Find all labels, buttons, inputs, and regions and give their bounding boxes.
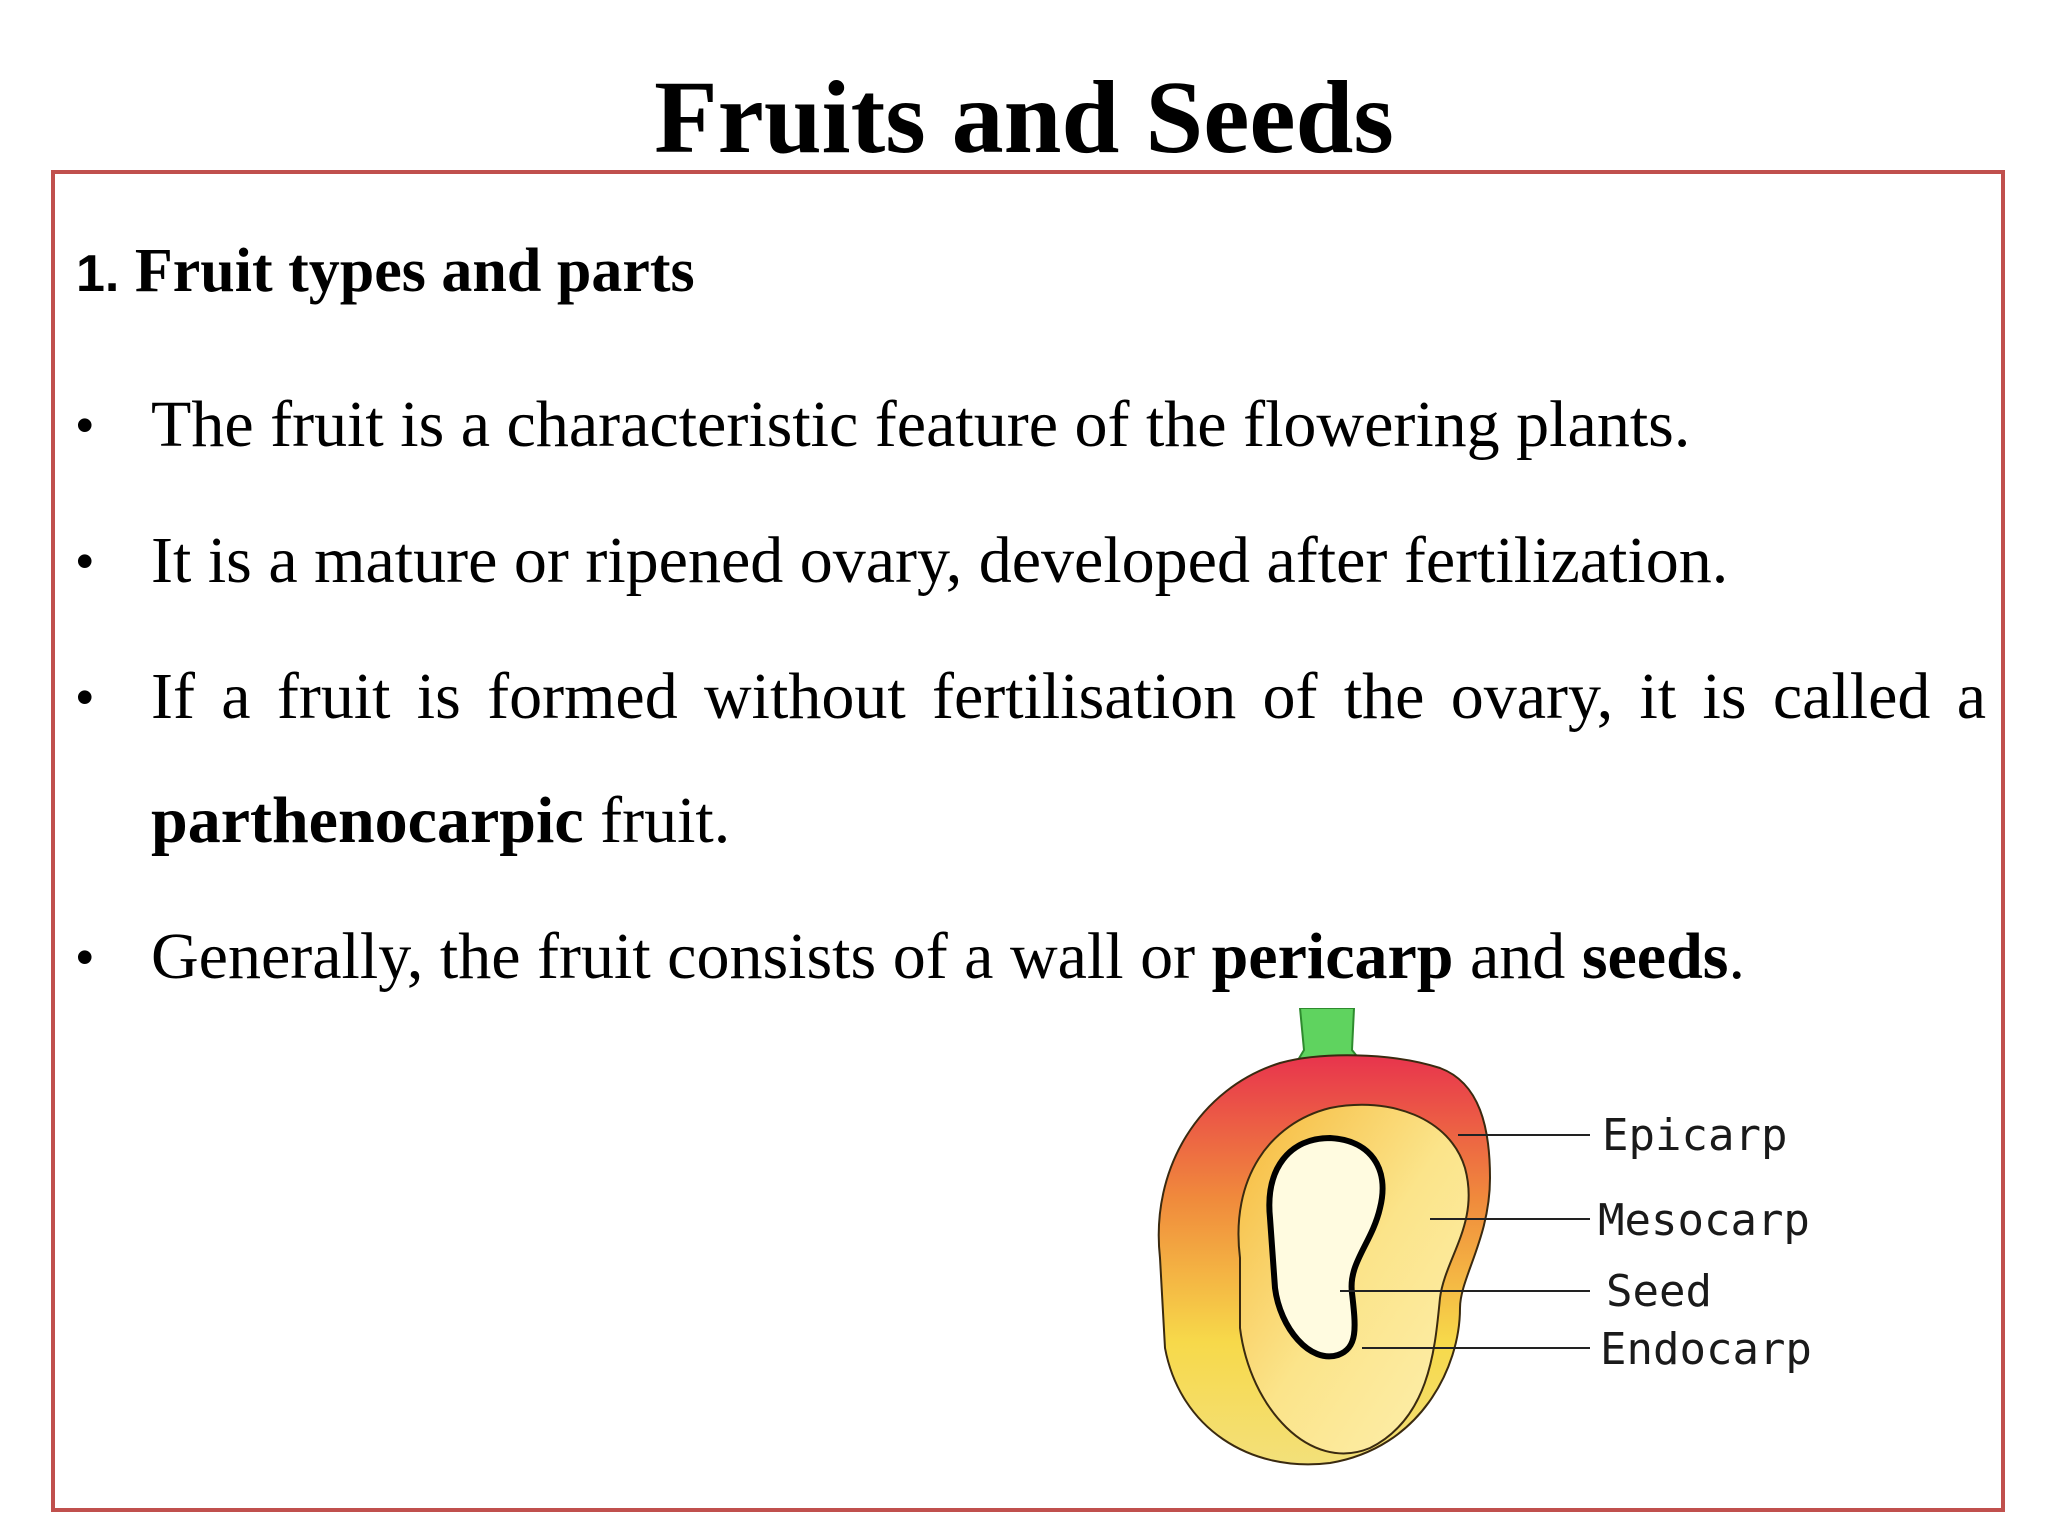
bullet-symbol: • (76, 533, 94, 589)
bullet-text: The fruit is a characteristic feature of the flowering plants. (151, 388, 1691, 461)
bullet-symbol: • (76, 397, 94, 453)
label-epicarp: Epicarp (1602, 1110, 1788, 1161)
fruit-diagram-svg (1090, 1008, 1910, 1478)
bullet-text: Generally, the fruit consists of a wall or (151, 920, 1212, 993)
fruit-diagram (1090, 1008, 1910, 1478)
section-heading (76, 228, 1986, 317)
bullet-item-4 (76, 895, 1986, 1019)
bullet-symbol: • (76, 669, 94, 725)
bullet-item-2 (76, 499, 1986, 623)
term-pericarp: pericarp (1211, 920, 1454, 993)
bullet-text-end: . (1728, 920, 1745, 993)
label-mesocarp: Mesocarp (1598, 1195, 1810, 1246)
bullet-item-1 (76, 363, 1986, 487)
slide-title: Fruits and Seeds (654, 60, 1394, 175)
label-seed: Seed (1606, 1266, 1712, 1317)
fruit-stem (1298, 1008, 1360, 1060)
bullet-text-end: fruit. (583, 784, 731, 857)
bullet-text-mid: and (1453, 920, 1582, 993)
term-parthenocarpic: parthenocarpic (151, 784, 584, 857)
bullet-item-3 (76, 635, 1986, 883)
term-seeds: seeds (1581, 920, 1729, 993)
bullet-text: It is a mature or ripened ovary, developed after fertilization. (151, 524, 1729, 597)
bullet-symbol: • (76, 929, 94, 985)
section-number: 1. (76, 245, 120, 303)
content-area (76, 228, 1986, 1031)
bullet-list (76, 363, 1986, 1019)
section-title: Fruit types and parts (134, 237, 695, 305)
label-endocarp: Endocarp (1600, 1324, 1812, 1375)
bullet-text: If a fruit is formed without fertilisation of the ovary, it is called a (151, 660, 1986, 733)
